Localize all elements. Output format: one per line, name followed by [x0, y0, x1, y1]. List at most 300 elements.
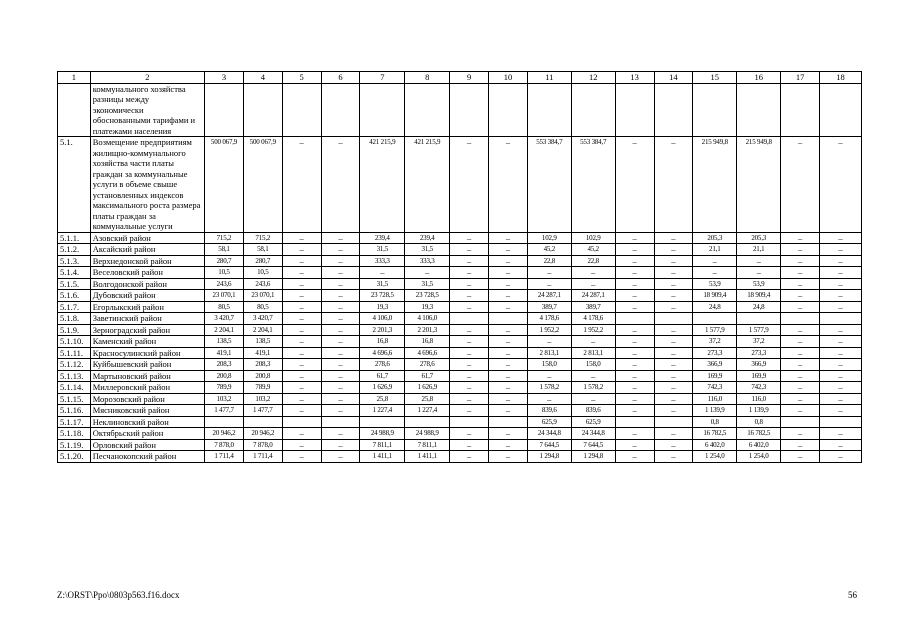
value-cell: –	[282, 137, 321, 233]
value-cell: 215 949,8	[693, 137, 737, 233]
value-cell: –	[615, 290, 654, 302]
value-cell: 6 402,0	[737, 439, 781, 451]
value-cell: 200,8	[205, 370, 244, 382]
value-cell: –	[282, 451, 321, 463]
value-cell: –	[781, 324, 820, 336]
value-cell	[654, 83, 693, 137]
value-cell: –	[819, 244, 861, 256]
value-cell: 1 227,4	[360, 405, 405, 417]
value-cell: –	[489, 370, 528, 382]
value-cell: –	[615, 451, 654, 463]
value-cell: 116,0	[693, 393, 737, 405]
value-cell: –	[615, 301, 654, 313]
value-cell: –	[781, 267, 820, 279]
table-row	[58, 267, 862, 279]
value-cell: 22,8	[527, 255, 571, 267]
value-cell: –	[819, 405, 861, 417]
value-cell: –	[615, 137, 654, 233]
header-cell: 8	[405, 72, 450, 84]
value-cell: 169,9	[693, 370, 737, 382]
row-label-cell: Морозовский район	[90, 393, 204, 405]
value-cell: –	[819, 278, 861, 290]
table-row	[58, 428, 862, 440]
value-cell: –	[282, 255, 321, 267]
value-cell: –	[654, 451, 693, 463]
value-cell: 3 420,7	[243, 313, 282, 325]
value-cell: –	[615, 370, 654, 382]
value-cell: –	[819, 347, 861, 359]
value-cell: –	[282, 232, 321, 244]
value-cell: –	[282, 428, 321, 440]
value-cell	[781, 83, 820, 137]
value-cell: 839,6	[571, 405, 615, 417]
value-cell: 215 949,8	[737, 137, 781, 233]
value-cell: –	[450, 267, 489, 279]
value-cell: 31,5	[405, 278, 450, 290]
table-row	[58, 382, 862, 394]
value-cell: 273,3	[693, 347, 737, 359]
value-cell	[654, 313, 693, 325]
table-row	[58, 324, 862, 336]
row-label-cell: Егорлыкский район	[90, 301, 204, 313]
value-cell: –	[615, 382, 654, 394]
value-cell: 24,8	[693, 301, 737, 313]
value-cell: –	[615, 324, 654, 336]
value-cell: –	[615, 359, 654, 371]
row-number-cell: 5.1.13.	[58, 370, 91, 382]
value-cell: 1 577,9	[693, 324, 737, 336]
value-cell: –	[819, 255, 861, 267]
row-label-cell: Миллеровский район	[90, 382, 204, 394]
value-cell: –	[321, 428, 360, 440]
value-cell: –	[489, 267, 528, 279]
value-cell: –	[654, 370, 693, 382]
value-cell: 7 644,5	[527, 439, 571, 451]
value-cell: –	[527, 370, 571, 382]
value-cell: 1 711,4	[243, 451, 282, 463]
value-cell: 1 626,9	[360, 382, 405, 394]
value-cell: –	[321, 267, 360, 279]
row-label-cell: Красносулинский район	[90, 347, 204, 359]
value-cell: –	[450, 336, 489, 348]
value-cell: 10,5	[205, 267, 244, 279]
value-cell: 1 139,9	[693, 405, 737, 417]
value-cell: 239,4	[360, 232, 405, 244]
value-cell: –	[654, 336, 693, 348]
value-cell: 4 106,0	[405, 313, 450, 325]
value-cell: 158,0	[527, 359, 571, 371]
table-row	[58, 336, 862, 348]
value-cell: –	[450, 428, 489, 440]
row-label-cell: Дубовский район	[90, 290, 204, 302]
row-number-cell: 5.1.2.	[58, 244, 91, 256]
value-cell: –	[489, 336, 528, 348]
value-cell	[819, 83, 861, 137]
value-cell: –	[654, 278, 693, 290]
value-cell: 0,8	[737, 416, 781, 428]
value-cell: –	[282, 301, 321, 313]
value-cell: –	[781, 278, 820, 290]
value-cell: –	[615, 244, 654, 256]
value-cell: 789,9	[243, 382, 282, 394]
value-cell: 21,1	[693, 244, 737, 256]
value-cell: 239,4	[405, 232, 450, 244]
value-cell: 205,3	[693, 232, 737, 244]
row-label-cell: Орловский район	[90, 439, 204, 451]
header-cell: 9	[450, 72, 489, 84]
value-cell: 1 411,1	[360, 451, 405, 463]
row-number-cell: 5.1.9.	[58, 324, 91, 336]
header-cell: 7	[360, 72, 405, 84]
value-cell: 278,6	[405, 359, 450, 371]
row-label-cell: коммунального хозяйства разницы между экономически обоснованными тарифами и платежами населения	[90, 83, 204, 137]
table-row	[58, 255, 862, 267]
value-cell: –	[781, 347, 820, 359]
value-cell: –	[321, 278, 360, 290]
value-cell: 20 946,2	[243, 428, 282, 440]
value-cell: –	[781, 290, 820, 302]
value-cell: 1 477,7	[205, 405, 244, 417]
value-cell: –	[693, 267, 737, 279]
value-cell: –	[654, 290, 693, 302]
row-label-cell: Заветинский район	[90, 313, 204, 325]
value-cell: –	[781, 359, 820, 371]
value-cell: –	[450, 451, 489, 463]
value-cell: 16,8	[405, 336, 450, 348]
value-cell: –	[654, 428, 693, 440]
value-cell: –	[654, 324, 693, 336]
value-cell: –	[282, 439, 321, 451]
value-cell: –	[282, 370, 321, 382]
value-cell: –	[489, 290, 528, 302]
header-cell: 10	[489, 72, 528, 84]
table-row	[58, 451, 862, 463]
value-cell: 24 287,1	[527, 290, 571, 302]
header-cell: 12	[571, 72, 615, 84]
value-cell: –	[819, 267, 861, 279]
value-cell: 4 178,6	[527, 313, 571, 325]
value-cell: –	[282, 359, 321, 371]
value-cell: 2 201,3	[405, 324, 450, 336]
value-cell: –	[781, 301, 820, 313]
value-cell: 19,3	[360, 301, 405, 313]
value-cell: –	[615, 232, 654, 244]
value-cell: 158,0	[571, 359, 615, 371]
value-cell: –	[321, 255, 360, 267]
value-cell: –	[450, 137, 489, 233]
value-cell: 37,2	[737, 336, 781, 348]
value-cell: 16 782,5	[737, 428, 781, 440]
value-cell: 21,1	[737, 244, 781, 256]
value-cell	[450, 313, 489, 325]
value-cell: –	[321, 301, 360, 313]
value-cell	[360, 83, 405, 137]
value-cell: 45,2	[571, 244, 615, 256]
row-number-cell: 5.1.16.	[58, 405, 91, 417]
value-cell: –	[282, 336, 321, 348]
value-cell: 7 811,1	[360, 439, 405, 451]
value-cell: 1 711,4	[205, 451, 244, 463]
value-cell: –	[489, 428, 528, 440]
table-row	[58, 405, 862, 417]
table-row	[58, 313, 862, 325]
value-cell: –	[615, 255, 654, 267]
value-cell: –	[571, 336, 615, 348]
value-cell: –	[321, 336, 360, 348]
table-row	[58, 370, 862, 382]
value-cell: 625,9	[571, 416, 615, 428]
value-cell	[615, 313, 654, 325]
value-cell: 1 577,9	[737, 324, 781, 336]
value-cell: –	[360, 267, 405, 279]
header-cell: 15	[693, 72, 737, 84]
value-cell: –	[819, 336, 861, 348]
value-cell: –	[615, 439, 654, 451]
value-cell: –	[321, 393, 360, 405]
value-cell: –	[489, 405, 528, 417]
value-cell: –	[321, 324, 360, 336]
row-label-cell: Верхнедонской район	[90, 255, 204, 267]
value-cell	[819, 416, 861, 428]
value-cell: –	[654, 244, 693, 256]
value-cell: –	[450, 405, 489, 417]
row-label-cell: Азовский район	[90, 232, 204, 244]
value-cell: –	[737, 267, 781, 279]
value-cell: –	[450, 347, 489, 359]
value-cell: –	[527, 393, 571, 405]
value-cell: 333,3	[360, 255, 405, 267]
value-cell: 58,1	[243, 244, 282, 256]
value-cell: 421 215,9	[405, 137, 450, 233]
value-cell: –	[282, 347, 321, 359]
value-cell: 53,9	[737, 278, 781, 290]
value-cell: –	[405, 267, 450, 279]
header-cell: 4	[243, 72, 282, 84]
row-number-cell: 5.1.12.	[58, 359, 91, 371]
value-cell: –	[489, 382, 528, 394]
value-cell: –	[489, 439, 528, 451]
value-cell	[321, 416, 360, 428]
value-cell: –	[615, 428, 654, 440]
value-cell: 1 952,2	[527, 324, 571, 336]
row-number-cell: 5.1.11.	[58, 347, 91, 359]
value-cell: 278,6	[360, 359, 405, 371]
row-label-cell: Песчанокопский район	[90, 451, 204, 463]
header-cell: 11	[527, 72, 571, 84]
row-number-cell: 5.1.19.	[58, 439, 91, 451]
value-cell: –	[781, 255, 820, 267]
value-cell: –	[819, 439, 861, 451]
value-cell: –	[615, 278, 654, 290]
value-cell	[489, 313, 528, 325]
value-cell: 208,3	[205, 359, 244, 371]
value-cell: –	[450, 324, 489, 336]
value-cell: –	[571, 370, 615, 382]
value-cell: 23 728,5	[405, 290, 450, 302]
value-cell: –	[450, 290, 489, 302]
row-number-cell: 5.1.5.	[58, 278, 91, 290]
value-cell: –	[450, 382, 489, 394]
value-cell: –	[819, 301, 861, 313]
value-cell: –	[489, 255, 528, 267]
value-cell: –	[282, 382, 321, 394]
row-label-cell: Аксайский район	[90, 244, 204, 256]
value-cell: –	[489, 451, 528, 463]
value-cell: –	[489, 301, 528, 313]
value-cell: 1 578,2	[527, 382, 571, 394]
value-cell: 419,1	[205, 347, 244, 359]
value-cell	[450, 416, 489, 428]
value-cell: –	[527, 278, 571, 290]
value-cell: 24,8	[737, 301, 781, 313]
row-number-cell: 5.1.17.	[58, 416, 91, 428]
value-cell: –	[321, 370, 360, 382]
header-row	[58, 72, 862, 84]
row-number-cell: 5.1.10.	[58, 336, 91, 348]
value-cell	[571, 83, 615, 137]
value-cell: –	[781, 428, 820, 440]
value-cell: 24 344,8	[571, 428, 615, 440]
value-cell: –	[489, 393, 528, 405]
value-cell: 18 909,4	[693, 290, 737, 302]
value-cell: –	[693, 255, 737, 267]
value-cell: –	[615, 347, 654, 359]
row-label-cell: Возмещение предприятиям жилищно-коммунального хозяйства части платы граждан за коммунальные услуги в объеме свыше установленных индексов максимального роста размера платы граждан за коммунальные услуги	[90, 137, 204, 233]
value-cell: –	[450, 255, 489, 267]
value-cell: –	[282, 324, 321, 336]
value-cell: –	[781, 393, 820, 405]
value-cell: –	[819, 324, 861, 336]
value-cell: –	[654, 137, 693, 233]
value-cell: –	[654, 393, 693, 405]
value-cell: –	[450, 244, 489, 256]
value-cell	[321, 83, 360, 137]
value-cell: –	[321, 313, 360, 325]
value-cell: –	[654, 347, 693, 359]
value-cell: 6 402,0	[693, 439, 737, 451]
value-cell: –	[819, 137, 861, 233]
table-row	[58, 393, 862, 405]
value-cell: 1 626,9	[405, 382, 450, 394]
row-number-cell: 5.1.8.	[58, 313, 91, 325]
value-cell: –	[450, 278, 489, 290]
value-cell: 715,2	[243, 232, 282, 244]
value-cell: 3 420,7	[205, 313, 244, 325]
value-cell: –	[489, 347, 528, 359]
value-cell: 31,5	[360, 278, 405, 290]
value-cell: 742,3	[737, 382, 781, 394]
value-cell: 419,1	[243, 347, 282, 359]
header-cell: 17	[781, 72, 820, 84]
row-label-cell: Веселовский район	[90, 267, 204, 279]
value-cell: 1 477,7	[243, 405, 282, 417]
row-number-cell: 5.1.14.	[58, 382, 91, 394]
value-cell	[450, 83, 489, 137]
row-label-cell: Каменский район	[90, 336, 204, 348]
value-cell: 273,3	[737, 347, 781, 359]
value-cell: –	[819, 428, 861, 440]
value-cell: 20 946,2	[205, 428, 244, 440]
value-cell	[737, 83, 781, 137]
value-cell: 789,9	[205, 382, 244, 394]
value-cell: –	[654, 359, 693, 371]
table-row	[58, 290, 862, 302]
value-cell	[527, 83, 571, 137]
value-cell: –	[321, 382, 360, 394]
value-cell: –	[489, 278, 528, 290]
value-cell: 1 254,0	[693, 451, 737, 463]
value-cell: 389,7	[527, 301, 571, 313]
value-cell: 138,5	[243, 336, 282, 348]
value-cell: –	[571, 393, 615, 405]
header-cell: 2	[90, 72, 204, 84]
value-cell: –	[450, 439, 489, 451]
value-cell: 2 204,1	[243, 324, 282, 336]
value-cell: 103,2	[205, 393, 244, 405]
row-label-cell: Октябрьский район	[90, 428, 204, 440]
value-cell: 1 578,2	[571, 382, 615, 394]
row-label-cell: Зерноградский район	[90, 324, 204, 336]
value-cell: –	[819, 393, 861, 405]
value-cell: 715,2	[205, 232, 244, 244]
value-cell: –	[615, 393, 654, 405]
row-number-cell: 5.1.7.	[58, 301, 91, 313]
value-cell: 102,9	[527, 232, 571, 244]
value-cell: 333,3	[405, 255, 450, 267]
table-row	[58, 278, 862, 290]
value-cell: 1 254,0	[737, 451, 781, 463]
value-cell: 4 106,0	[360, 313, 405, 325]
value-cell	[781, 416, 820, 428]
value-cell: –	[321, 439, 360, 451]
value-cell: 421 215,9	[360, 137, 405, 233]
table-row	[58, 416, 862, 428]
value-cell: –	[527, 267, 571, 279]
value-cell: 1 411,1	[405, 451, 450, 463]
value-cell: –	[781, 439, 820, 451]
header-cell: 5	[282, 72, 321, 84]
value-cell: –	[321, 244, 360, 256]
footer-page-number: 56	[848, 590, 857, 600]
value-cell: 553 384,7	[527, 137, 571, 233]
header-cell: 16	[737, 72, 781, 84]
value-cell: –	[654, 267, 693, 279]
header-cell: 1	[58, 72, 91, 84]
table-row	[58, 232, 862, 244]
value-cell: –	[781, 370, 820, 382]
value-cell: 24 287,1	[571, 290, 615, 302]
value-cell: 138,5	[205, 336, 244, 348]
value-cell	[405, 83, 450, 137]
value-cell: 500 067,9	[205, 137, 244, 233]
value-cell: –	[781, 451, 820, 463]
value-cell: 1 139,9	[737, 405, 781, 417]
value-cell: 742,3	[693, 382, 737, 394]
value-cell: –	[450, 370, 489, 382]
value-cell: 7 644,5	[571, 439, 615, 451]
value-cell: –	[282, 313, 321, 325]
value-cell	[489, 83, 528, 137]
value-cell: 53,9	[693, 278, 737, 290]
value-cell: 80,5	[243, 301, 282, 313]
value-cell: –	[654, 301, 693, 313]
value-cell: 243,6	[205, 278, 244, 290]
value-cell: –	[321, 451, 360, 463]
value-cell: 10,5	[243, 267, 282, 279]
value-cell: –	[654, 382, 693, 394]
value-cell: –	[450, 232, 489, 244]
header-cell: 6	[321, 72, 360, 84]
